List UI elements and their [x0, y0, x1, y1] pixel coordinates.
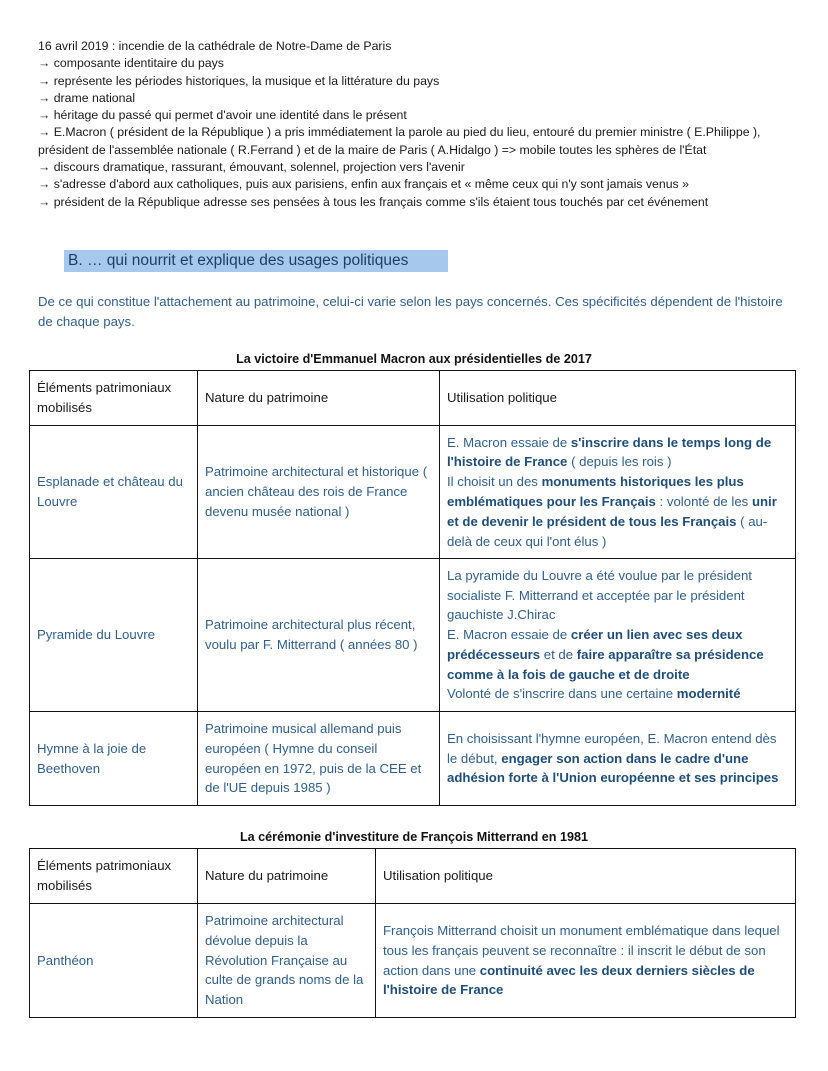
- nature-cell: Patrimoine architectural plus récent, voulu par F. Mitterrand ( années 80 ): [198, 559, 440, 712]
- table1-caption: La victoire d'Emmanuel Macron aux présidentielles de 2017: [236, 352, 592, 366]
- header-cell: Éléments patrimoniaux mobilisés: [30, 371, 198, 426]
- emphasis-text: s'inscrire dans le temps long de l'histoire de France: [447, 434, 772, 470]
- usage-cell: En choisissant l'hymne européen, E. Macron entend dès le début, engager son action dans le cadre d'une adhésion forte à l'Union européenne et ses principes: [440, 712, 796, 806]
- intro-line: → drame national: [38, 90, 136, 105]
- header-cell: Nature du patrimoine: [198, 849, 376, 904]
- header-cell: Utilisation politique: [440, 371, 796, 426]
- header-cell: Utilisation politique: [376, 849, 796, 904]
- emphasis-text: continuité avec les deux derniers siècles de l'histoire de France: [383, 962, 755, 998]
- intro-line: → s'adresse d'abord aux catholiques, puis aux parisiens, enfin aux français et « même ceux qui n'y sont jamais venus »: [38, 177, 689, 192]
- usage-cell: La pyramide du Louvre a été voulue par le président socialiste F. Mitterrand et acceptée par le président gauchiste J.Chirac E. Macron essaie de créer un lien avec ses deux prédécesseurs et de faire apparaître sa présidence comme à la fois de gauche et de droite Volonté de s'inscrire dans une certaine modernité: [440, 559, 796, 712]
- table-row: [30, 904, 796, 1018]
- header-cell: Nature du patrimoine: [198, 371, 440, 426]
- intro-notes: [38, 38, 798, 211]
- nature-cell: Patrimoine architectural dévolue depuis la Révolution Française au culte de grands noms de la Nation: [198, 904, 376, 1018]
- element-cell: Panthéon: [30, 904, 198, 1018]
- emphasis-text: engager son action dans le cadre d'une adhésion forte à l'Union européenne et ses principes: [447, 750, 779, 786]
- table1-header-row: [30, 371, 796, 426]
- intro-line: → composante identitaire du pays: [38, 56, 224, 71]
- section-paragraph: De ce qui constitue l'attachement au patrimoine, celui-ci varie selon les pays concernés. Ces spécificités dépendent de l'histoire de chaque pays.: [38, 294, 783, 329]
- nature-cell: Patrimoine architectural et historique ( ancien château des rois de France devenu musée national ): [198, 426, 440, 559]
- table-row: [30, 712, 796, 806]
- table-row: [30, 559, 796, 712]
- table1: [29, 370, 796, 806]
- emphasis-text: faire apparaître sa présidence comme à la fois de gauche et de droite: [447, 646, 764, 682]
- emphasis-text: monuments historiques les plus emblématiques pour les Français: [447, 474, 744, 509]
- intro-line: → président de la République adresse ses pensées à tous les français comme s'ils étaient tous touchés par cet événement: [38, 194, 709, 209]
- table2-caption: La cérémonie d'investiture de François Mitterrand en 1981: [239, 830, 589, 844]
- intro-line: → E.Macron ( président de la République ) a pris immédiatement la parole au pied du lieu, entouré du premier ministre ( E.Philippe ), président de l'assemblée nationale ( R.Ferrand ) et de la maire de Paris ( A.Hidalgo ) => mobile toutes les sphères de l'État: [38, 125, 761, 157]
- intro-line: → héritage du passé qui permet d'avoir une identité dans le présent: [38, 108, 407, 123]
- element-cell: Pyramide du Louvre: [30, 559, 198, 712]
- nature-cell: Patrimoine musical allemand puis européen ( Hymne du conseil européen en 1972, puis de la CEE et de l'UE depuis 1985 ): [198, 712, 440, 806]
- intro-line: → discours dramatique, rassurant, émouvant, solennel, projection vers l'avenir: [38, 160, 465, 175]
- table-row: [30, 426, 796, 559]
- element-cell: Esplanade et château du Louvre: [30, 426, 198, 559]
- emphasis-text: créer un lien avec ses deux prédécesseurs: [447, 627, 743, 662]
- table2: [29, 848, 796, 1018]
- usage-cell: E. Macron essaie de s'inscrire dans le temps long de l'histoire de France ( depuis les rois ) Il choisit un des monuments historiques les plus emblématiques pour les Français : volonté de les unir et de devenir le président de tous les Français ( au-delà de ceux qui l'ont élus ): [440, 426, 796, 559]
- usage-cell: François Mitterrand choisit un monument emblématique dans lequel tous les français peuvent se reconnaître : il inscrit le début de son action dans une continuité avec les deux derniers siècles de l'histoire de France: [376, 904, 796, 1018]
- emphasis-text: unir et de devenir le président de tous les Français: [447, 494, 777, 529]
- intro-line: 16 avril 2019 : incendie de la cathédrale de Notre-Dame de Paris: [38, 39, 392, 53]
- header-cell: Éléments patrimoniaux mobilisés: [30, 849, 198, 904]
- element-cell: Hymne à la joie de Beethoven: [30, 712, 198, 806]
- table2-header-row: [30, 849, 796, 904]
- section-heading: B. … qui nourrit et explique des usages politiques: [64, 250, 448, 272]
- emphasis-text: modernité: [676, 686, 741, 702]
- intro-line: → représente les périodes historiques, la musique et la littérature du pays: [38, 73, 440, 88]
